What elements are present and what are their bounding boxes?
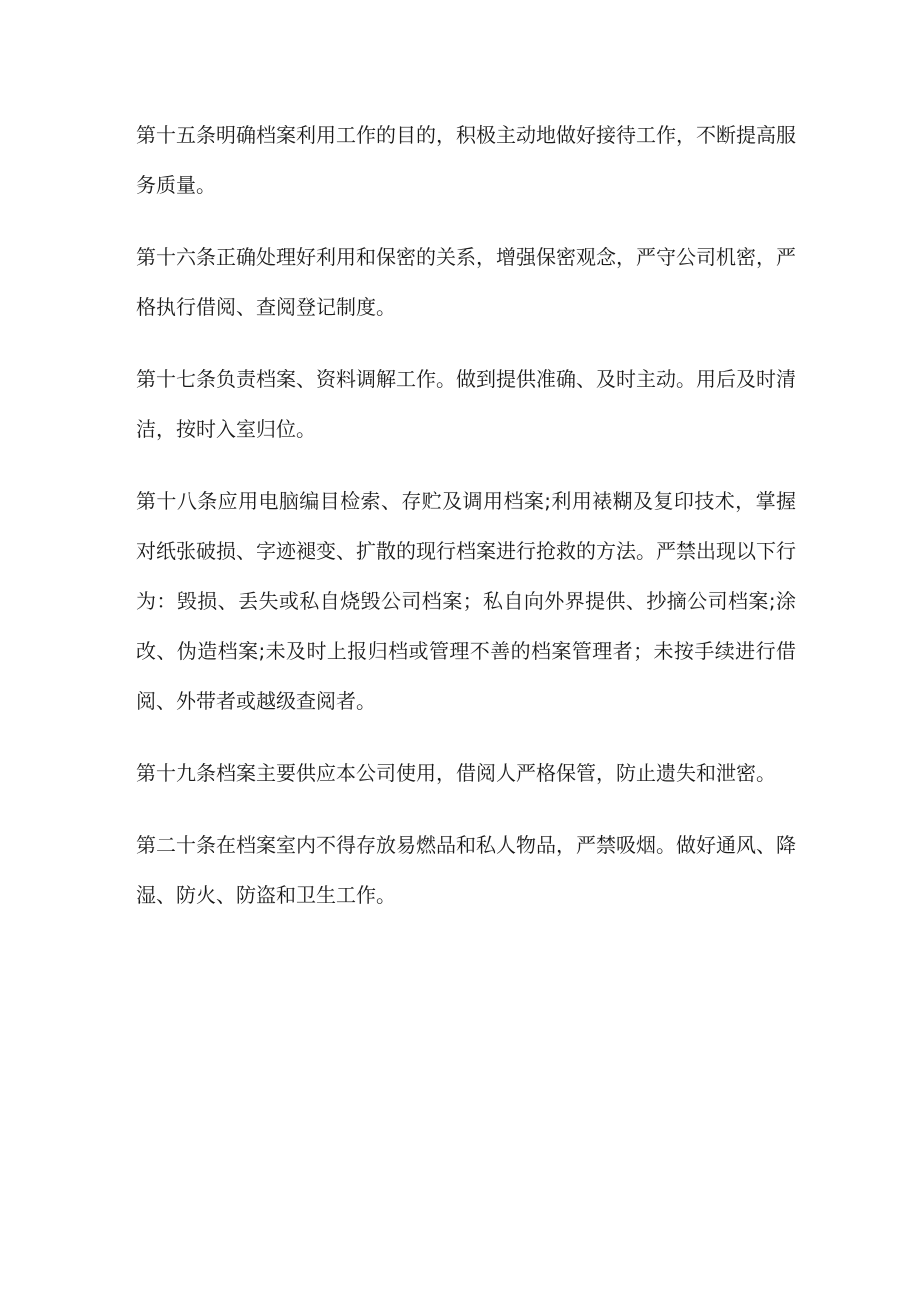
paragraph-article-20: 第二十条在档案室内不得存放易燃品和私人物品，严禁吸烟。做好通风、降湿、防火、防盗和卫生工作。 bbox=[136, 833, 796, 907]
paragraph-article-15: 第十五条明确档案利用工作的目的，积极主动地做好接待工作，不断提高服务质量。 bbox=[136, 123, 796, 197]
paragraph-article-16: 第十六条正确处理好利用和保密的关系，增强保密观念，严守公司机密，严格执行借阅、查阅登记制度。 bbox=[136, 245, 796, 319]
paragraph-article-19: 第十九条档案主要供应本公司使用，借阅人严格保管，防止遗失和泄密。 bbox=[136, 761, 776, 785]
paragraph-article-17: 第十七条负责档案、资料调解工作。做到提供准确、及时主动。用后及时清洁，按时入室归位。 bbox=[136, 367, 796, 441]
paragraph-article-18: 第十八条应用电脑编目检索、存贮及调用档案;利用裱糊及复印技术，掌握对纸张破损、字迹褪变、扩散的现行档案进行抢救的方法。严禁出现以下行为：毁损、丢失或私自烧毁公司档案；私自向外界提供、抄摘公司档案;涂改、伪造档案;未及时上报归档或管理不善的档案管理者；未按手续进行借阅、外带者或越级查阅者。 bbox=[136, 489, 796, 713]
document-body bbox=[136, 110, 796, 942]
